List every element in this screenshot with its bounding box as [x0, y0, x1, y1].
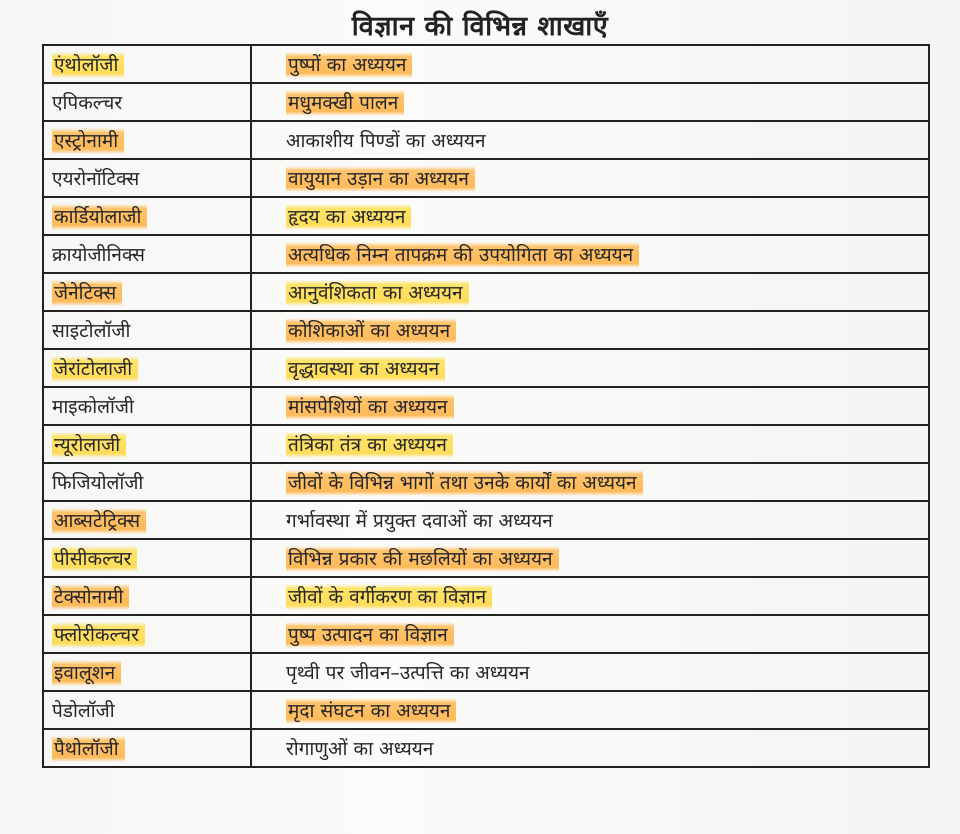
description-cell: [251, 501, 928, 539]
term-text: फ्लोरीकल्चर: [52, 622, 145, 648]
description-text: पुष्प उत्पादन का विज्ञान: [286, 622, 454, 648]
table-row: [44, 235, 928, 273]
table-row: [44, 83, 928, 121]
table-row: [44, 387, 928, 425]
table-row: [44, 197, 928, 235]
description-cell: [251, 539, 928, 577]
description-text: कोशिकाओं का अध्ययन: [286, 318, 456, 344]
term-cell: [44, 615, 251, 653]
term-text: कार्डियोलाजी: [52, 204, 147, 230]
page-title: विज्ञान की विभिन्न शाखाएँ: [351, 11, 609, 42]
term-cell: [44, 349, 251, 387]
description-text: अत्यधिक निम्न तापक्रम की उपयोगिता का अध्ययन: [286, 242, 639, 268]
table-row: [44, 273, 928, 311]
description-text: तंत्रिका तंत्र का अध्ययन: [286, 432, 453, 458]
term-text: माइकोलॉजी: [52, 396, 134, 418]
description-cell: [251, 311, 928, 349]
term-text: न्यूरोलाजी: [52, 432, 126, 458]
term-text: एस्ट्रोनामी: [52, 128, 124, 154]
description-text: मांसपेशियों का अध्ययन: [286, 394, 454, 420]
description-cell: [251, 349, 928, 387]
table-row: [44, 349, 928, 387]
description-cell: [251, 83, 928, 121]
term-text: इवालूशन: [52, 660, 121, 686]
term-cell: [44, 121, 251, 159]
term-text: आब्सटेट्रिक्स: [52, 508, 146, 534]
term-text: पेडोलॉजी: [52, 700, 115, 722]
table: [44, 46, 928, 766]
term-cell: [44, 46, 251, 83]
table-row: [44, 46, 928, 83]
table-row: [44, 311, 928, 349]
term-cell: [44, 539, 251, 577]
description-cell: [251, 121, 928, 159]
table-row: [44, 577, 928, 615]
description-cell: [251, 273, 928, 311]
description-text: मधुमक्खी पालन: [286, 90, 404, 116]
term-cell: [44, 273, 251, 311]
description-cell: [251, 691, 928, 729]
description-cell: [251, 463, 928, 501]
table-row: [44, 501, 928, 539]
term-cell: [44, 387, 251, 425]
term-cell: [44, 159, 251, 197]
description-cell: [251, 387, 928, 425]
term-text: क्रायोजीनिक्स: [52, 244, 146, 266]
description-cell: [251, 729, 928, 766]
table-row: [44, 539, 928, 577]
term-cell: [44, 577, 251, 615]
description-cell: [251, 653, 928, 691]
term-cell: [44, 463, 251, 501]
table-row: [44, 463, 928, 501]
description-text: आनुवंशिकता का अध्ययन: [286, 280, 469, 306]
description-cell: [251, 46, 928, 83]
description-text: जीवों के वर्गीकरण का विज्ञान: [286, 584, 492, 610]
description-cell: [251, 577, 928, 615]
term-text: टेक्सोनामी: [52, 584, 129, 610]
description-text: जीवों के विभिन्न भागों तथा उनके कार्यों का अध्ययन: [286, 470, 643, 496]
table-row: [44, 159, 928, 197]
description-text: आकाशीय पिण्डों का अध्ययन: [286, 130, 486, 152]
table-body: [44, 46, 928, 766]
term-text: जेरांटोलाजी: [52, 356, 138, 382]
term-text: एयरोनॉटिक्स: [52, 168, 140, 190]
description-text: मृदा संघटन का अध्ययन: [286, 698, 456, 724]
term-cell: [44, 653, 251, 691]
table-row: [44, 121, 928, 159]
description-text: पृथ्वी पर जीवन–उत्पत्ति का अध्ययन: [286, 662, 530, 684]
term-cell: [44, 501, 251, 539]
term-cell: [44, 83, 251, 121]
description-cell: [251, 197, 928, 235]
description-text: विभिन्न प्रकार की मछलियों का अध्ययन: [286, 546, 559, 572]
description-cell: [251, 425, 928, 463]
table-row: [44, 691, 928, 729]
term-cell: [44, 197, 251, 235]
term-cell: [44, 425, 251, 463]
table-row: [44, 729, 928, 766]
table-row: [44, 653, 928, 691]
term-cell: [44, 311, 251, 349]
term-cell: [44, 729, 251, 766]
description-text: गर्भावस्था में प्रयुक्त दवाओं का अध्ययन: [286, 510, 553, 532]
description-text: हृदय का अध्ययन: [286, 204, 411, 230]
term-text: जेनेटिक्स: [52, 280, 122, 306]
table-row: [44, 425, 928, 463]
branches-table: [42, 44, 930, 768]
term-text: पीसीकल्चर: [52, 546, 137, 572]
term-cell: [44, 235, 251, 273]
description-text: रोगाणुओं का अध्ययन: [286, 738, 434, 760]
term-text: साइटोलॉजी: [52, 320, 131, 342]
description-text: पुष्पों का अध्ययन: [286, 52, 412, 78]
term-text: पैथोलॉजी: [52, 736, 125, 762]
term-cell: [44, 691, 251, 729]
description-text: वायुयान उड़ान का अध्ययन: [286, 166, 475, 192]
table-row: [44, 615, 928, 653]
term-text: एंथोलॉजी: [52, 52, 124, 78]
description-cell: [251, 159, 928, 197]
description-cell: [251, 615, 928, 653]
term-text: फिजियोलॉजी: [52, 472, 144, 494]
description-text: वृद्धावस्था का अध्ययन: [286, 356, 445, 382]
term-text: एपिकल्चर: [52, 92, 123, 114]
description-cell: [251, 235, 928, 273]
